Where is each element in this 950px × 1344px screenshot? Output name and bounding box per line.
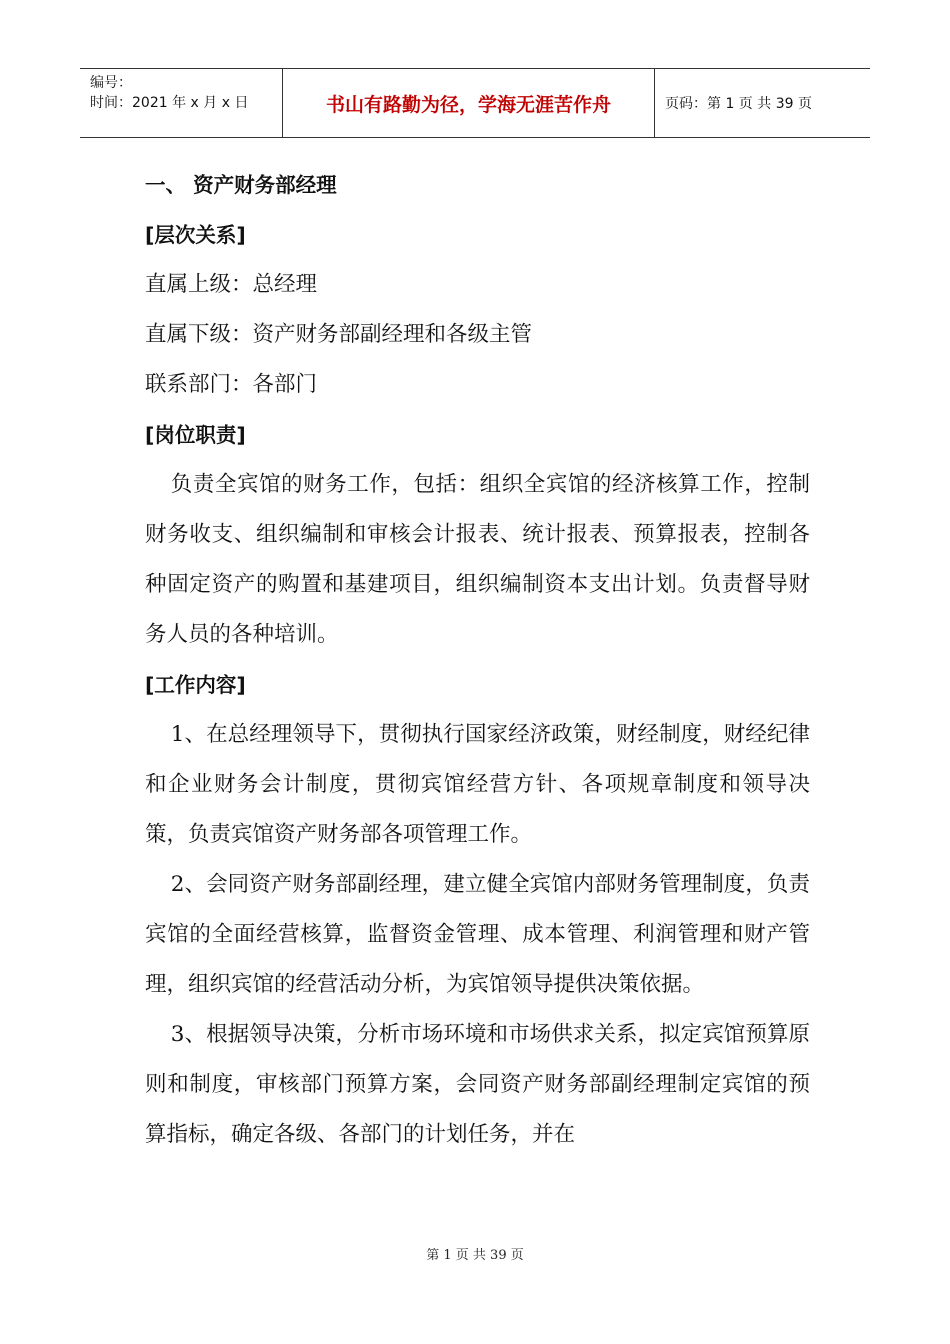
header-page-info: 页码：第 1 页 共 39 页 xyxy=(665,96,812,112)
number-label: 编号： xyxy=(90,75,132,91)
document-body xyxy=(145,160,810,1160)
work-item-1: 1、在总经理领导下，贯彻执行国家经济政策，财经制度，财经纪律和企业财务会计制度，贯彻宾馆经营方针、各项规章制度和领导决策，负责宾馆资产财务部各项管理工作。 xyxy=(145,722,810,847)
page-footer: 第 1 页 共 39 页 xyxy=(426,1248,524,1263)
date-label: 时间：2021 年 x 月 x 日 xyxy=(90,95,249,111)
work-item-2: 2、会同资产财务部副经理，建立健全宾馆内部财务管理制度，负责宾馆的全面经营核算，监督资金管理、成本管理、利润管理和财产管理，组织宾馆的经营活动分析，为宾馆领导提供决策依据。 xyxy=(145,872,810,997)
work-item-3: 3、根据领导决策，分析市场环境和市场供求关系，拟定宾馆预算原则和制度，审核部门预算方案，会同资产财务部副经理制定宾馆的预算指标，确定各级、各部门的计划任务，并在 xyxy=(145,1022,810,1147)
superior-line: 直属上级：总经理 xyxy=(145,272,318,297)
duty-heading: [岗位职责] xyxy=(145,423,246,447)
section-title: 一、 资产财务部经理 xyxy=(145,173,337,197)
hierarchy-heading: [层次关系] xyxy=(145,223,246,247)
header-motto: 书山有路勤为径，学海无涯苦作舟 xyxy=(283,69,655,137)
contact-line: 联系部门：各部门 xyxy=(145,372,318,397)
work-heading: [工作内容] xyxy=(145,673,246,697)
duty-paragraph: 负责全宾馆的财务工作，包括：组织全宾馆的经济核算工作，控制财务收支、组织编制和审核会计报表、统计报表、预算报表，控制各种固定资产的购置和基建项目，组织编制资本支出计划。负责督导财务人员的各种培训。 xyxy=(145,472,810,647)
page-header xyxy=(80,68,870,138)
header-meta xyxy=(80,69,283,137)
subordinate-line: 直属下级：资产财务部副经理和各级主管 xyxy=(145,322,533,347)
